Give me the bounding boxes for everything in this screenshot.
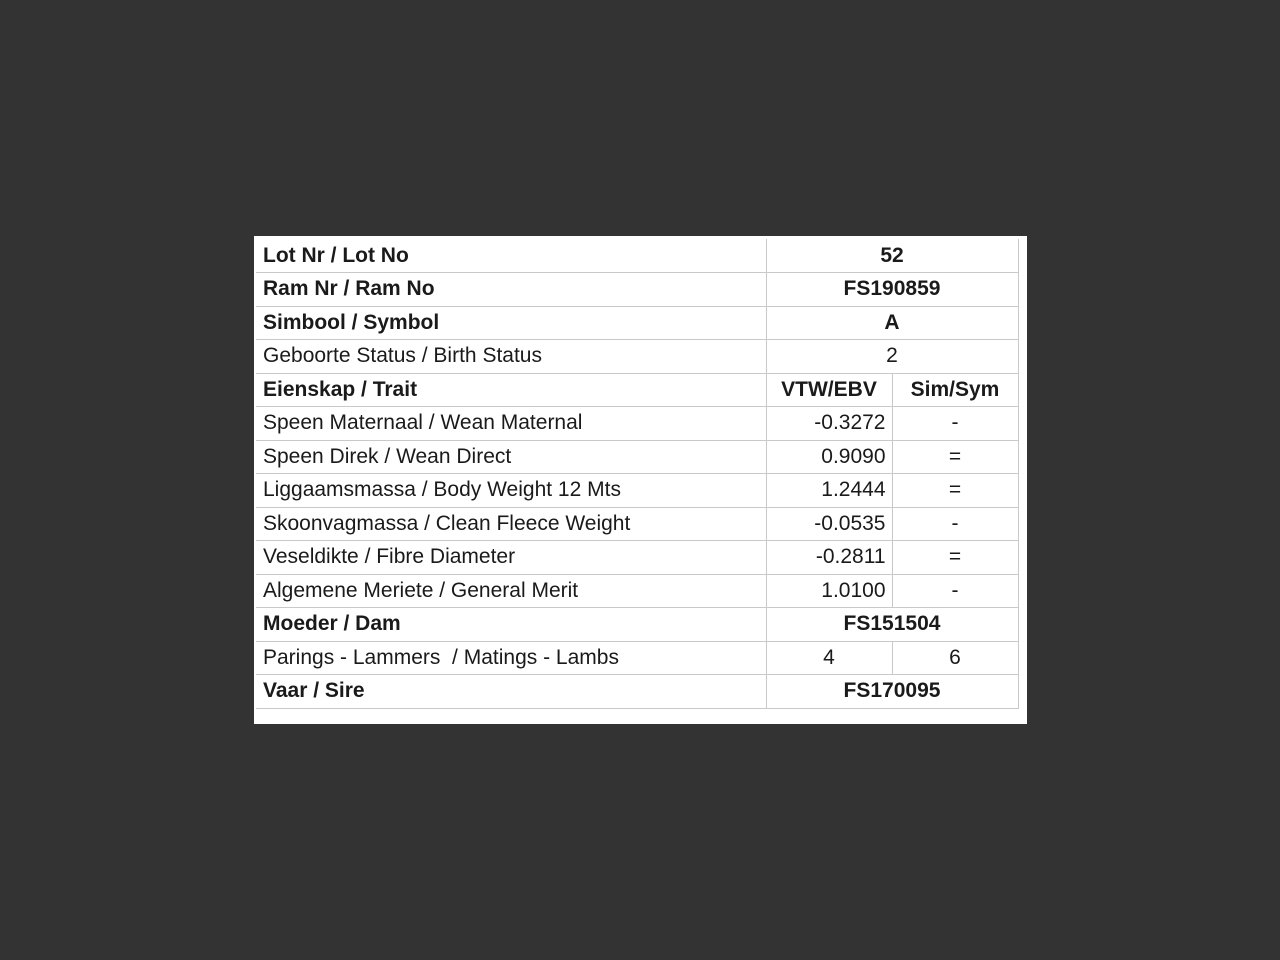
trait-ebv: 0.9090 xyxy=(766,440,892,474)
lot-row xyxy=(256,239,1018,273)
trait-ebv: -0.3272 xyxy=(766,407,892,441)
trait-ebv: -0.0535 xyxy=(766,507,892,541)
trait-ebv: 1.0100 xyxy=(766,574,892,608)
birth-status-row xyxy=(256,340,1018,374)
birth-status-value: 2 xyxy=(766,340,1018,374)
trait-header-label: Eienskap / Trait xyxy=(256,373,766,407)
symbol-label: Simbool / Symbol xyxy=(256,306,766,340)
ebv-header: VTW/EBV xyxy=(766,373,892,407)
dam-label: Moeder / Dam xyxy=(256,608,766,642)
sym-header: Sim/Sym xyxy=(892,373,1018,407)
ram-row xyxy=(256,273,1018,307)
trait-row xyxy=(256,474,1018,508)
trait-ebv: 1.2444 xyxy=(766,474,892,508)
trait-label: Liggaamsmassa / Body Weight 12 Mts xyxy=(256,474,766,508)
trait-ebv: -0.2811 xyxy=(766,541,892,575)
sire-value: FS170095 xyxy=(766,675,1018,709)
dam-value: FS151504 xyxy=(766,608,1018,642)
sire-label: Vaar / Sire xyxy=(256,675,766,709)
trait-sym: - xyxy=(892,507,1018,541)
sire-row xyxy=(256,675,1018,709)
trait-row xyxy=(256,507,1018,541)
trait-row xyxy=(256,541,1018,575)
lot-label: Lot Nr / Lot No xyxy=(256,239,766,273)
trait-sym: - xyxy=(892,407,1018,441)
matings-row xyxy=(256,641,1018,675)
lot-info-card xyxy=(254,236,1027,724)
lot-value: 52 xyxy=(766,239,1018,273)
trait-sym: = xyxy=(892,474,1018,508)
trait-row xyxy=(256,440,1018,474)
trait-row xyxy=(256,574,1018,608)
symbol-value: A xyxy=(766,306,1018,340)
matings-label: Parings - Lammers / Matings - Lambs xyxy=(256,641,766,675)
trait-label: Algemene Meriete / General Merit xyxy=(256,574,766,608)
matings-count: 4 xyxy=(766,641,892,675)
trait-row xyxy=(256,407,1018,441)
trait-sym: - xyxy=(892,574,1018,608)
dam-row xyxy=(256,608,1018,642)
trait-label: Speen Maternaal / Wean Maternal xyxy=(256,407,766,441)
lambs-count: 6 xyxy=(892,641,1018,675)
trait-sym: = xyxy=(892,541,1018,575)
trait-header-row xyxy=(256,373,1018,407)
ram-value: FS190859 xyxy=(766,273,1018,307)
ram-label: Ram Nr / Ram No xyxy=(256,273,766,307)
trait-label: Speen Direk / Wean Direct xyxy=(256,440,766,474)
trait-label: Skoonvagmassa / Clean Fleece Weight xyxy=(256,507,766,541)
birth-status-label: Geboorte Status / Birth Status xyxy=(256,340,766,374)
trait-sym: = xyxy=(892,440,1018,474)
lot-info-table xyxy=(256,239,1019,709)
trait-label: Veseldikte / Fibre Diameter xyxy=(256,541,766,575)
symbol-row xyxy=(256,306,1018,340)
